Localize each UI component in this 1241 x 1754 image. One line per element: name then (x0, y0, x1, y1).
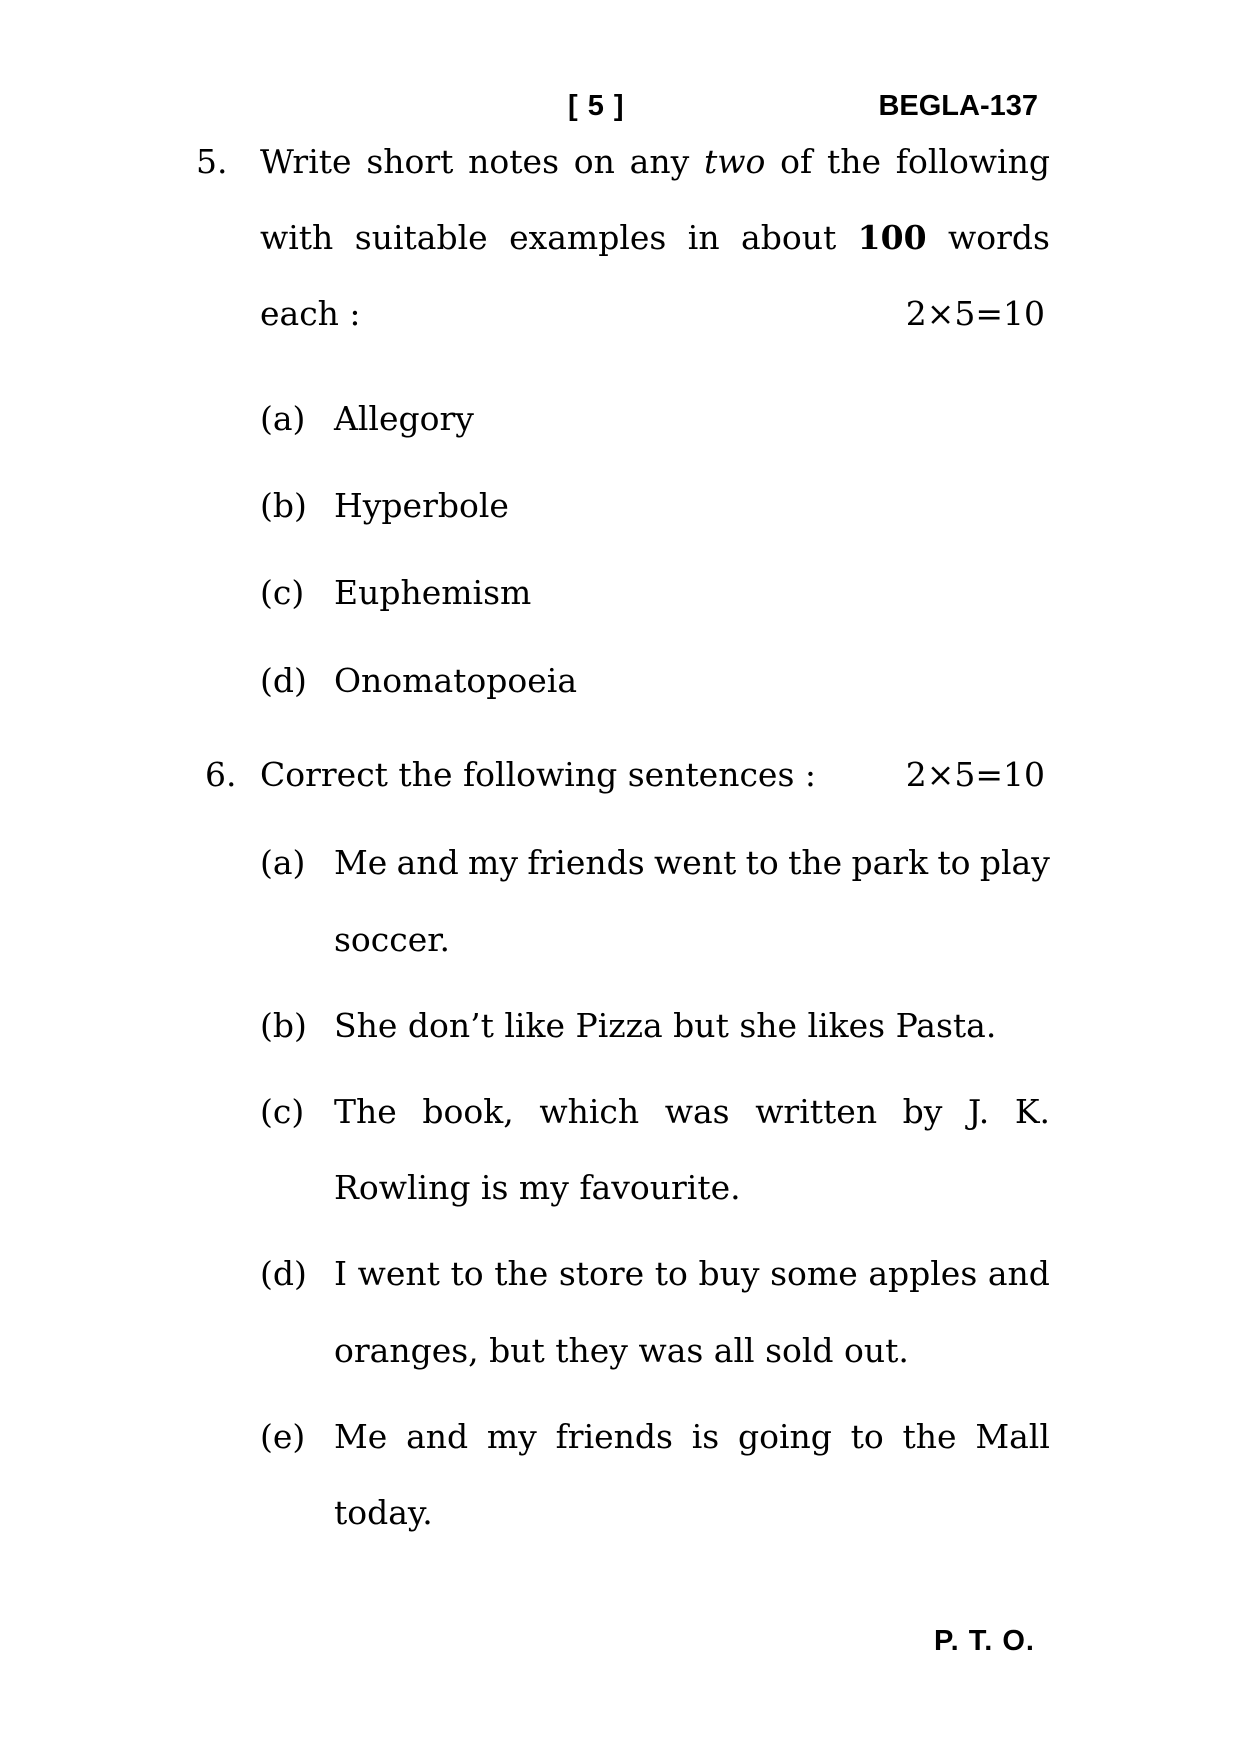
question-5-line-2: with suitable examples in about 100 words (260, 218, 1050, 257)
question-number: 6. (205, 755, 237, 794)
paper-code: BEGLA-137 (878, 90, 1038, 122)
question-number: 5. (196, 142, 228, 181)
sentence-line-2: soccer. (334, 920, 450, 959)
page-number: [ 5 ] (568, 90, 625, 122)
question-5-line-1: Write short notes on any two of the following (260, 142, 1050, 181)
sentence-line-1: She don’t like Pizza but she likes Pasta. (334, 1006, 997, 1045)
exam-page: [ 5 ] BEGLA-137 5. Write short notes on any two of the following with suitable examples in about 100 words each : 2×5=10 (a) Allegory (b) Hyperbole (c) Euphemism (d) Onomatopoeia 6. Correct the following sentences : 2×5=10 (a) Me and my friends went to the park to play soccer. (b) She don’t like Pizza but she likes Pasta. (c) The book, which was written by J. K. Rowling is my favourite. (d) I went to the store to buy some apples and oranges, but they was all sold out. (e) Me and my friends is going to the Mall today. P. T. O. (196, 90, 1050, 1657)
emphasis-word: two (703, 142, 766, 181)
please-turn-over: P. T. O. (934, 1625, 1035, 1657)
sentence-line-1: Me and my friends is going to the Mall (334, 1417, 1050, 1456)
question-6-prompt: Correct the following sentences : (260, 755, 817, 794)
sentence-line-1: I went to the store to buy some apples and (334, 1254, 1050, 1293)
sentence-line-2: today. (334, 1493, 433, 1532)
question-5-line-3: each : (260, 294, 361, 333)
sentence-line-2: Rowling is my favourite. (334, 1168, 741, 1207)
word-count: 100 (857, 218, 927, 257)
marks: 2×5=10 (905, 294, 1045, 333)
sentence-line-2: oranges, but they was all sold out. (334, 1331, 909, 1370)
sentence-line-1: Me and my friends went to the park to play (334, 843, 1050, 882)
marks: 2×5=10 (905, 755, 1045, 794)
sentence-line-1: The book, which was written by J. K. (334, 1092, 1050, 1131)
